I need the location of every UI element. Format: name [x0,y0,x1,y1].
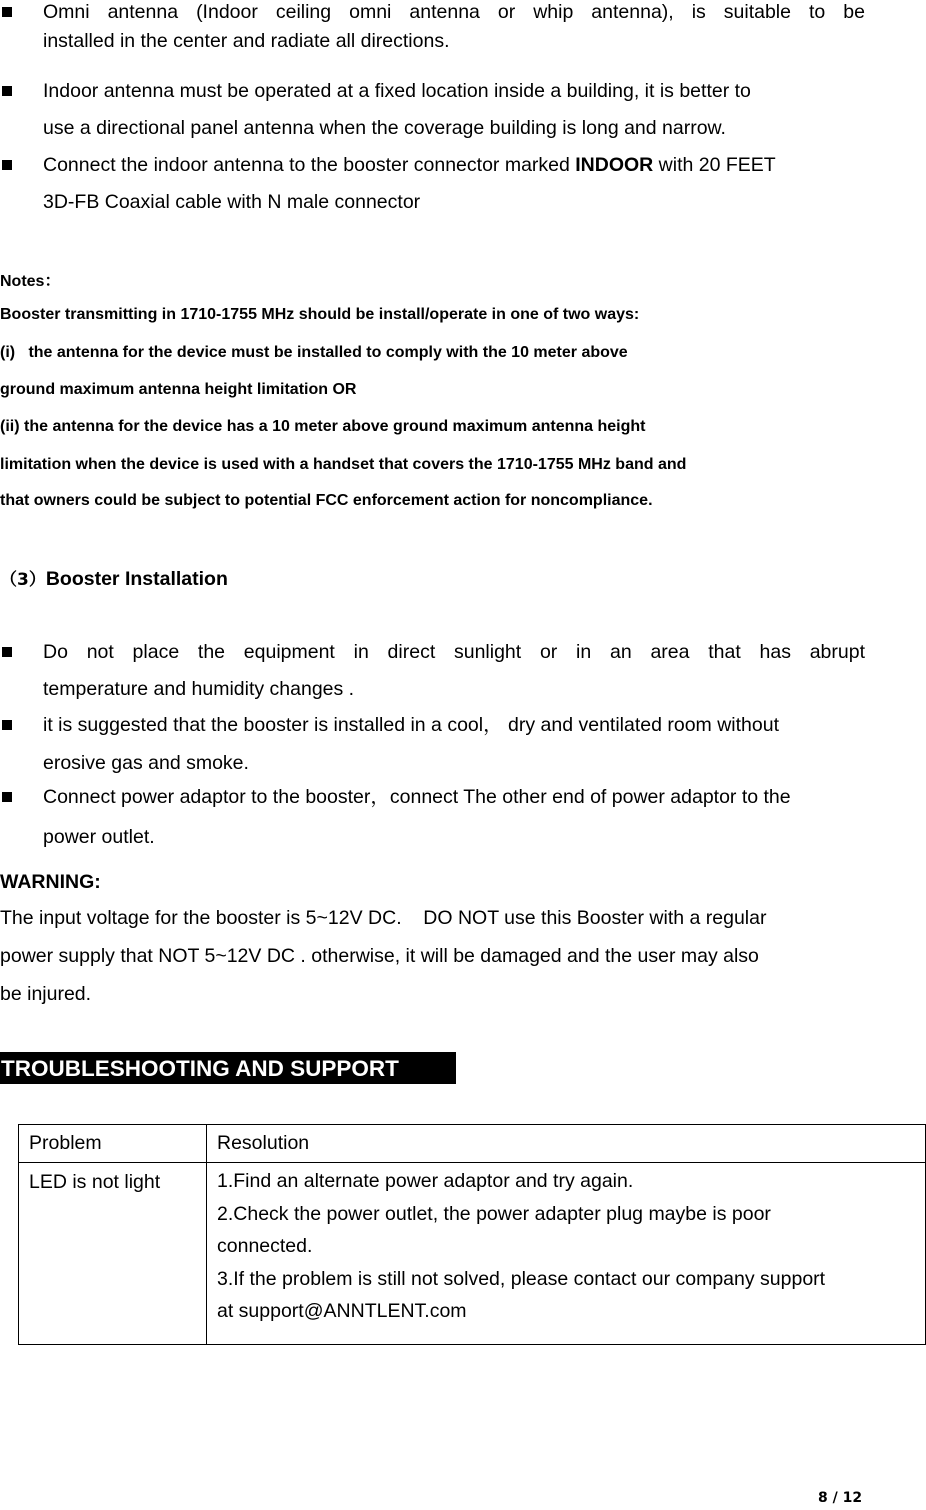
troubleshooting-banner: TROUBLESHOOTING AND SUPPORT [0,1052,456,1084]
troubleshooting-table [18,1124,926,1345]
bullet-line-1: Connect the indoor antenna to the booster connector marked INDOOR with 20 FEET [43,154,776,176]
bullet-square-icon [2,647,12,657]
bullet-line-1: it is suggested that the booster is installed in a cool， dry and ventilated room without [43,714,779,736]
notes-line: Booster transmitting in 1710-1755 MHz should be install/operate in one of two ways: [0,306,640,323]
warning-line: be injured. [0,983,92,1005]
bullet-line-2: power outlet. [43,826,155,848]
section-heading [0,565,228,591]
indoor-label: INDOOR [575,154,654,176]
notes-line: ground maximum antenna height limitation OR [0,381,357,398]
table-row [19,1163,926,1345]
notes-line: (ii) the antenna for the device has a 10 meter above ground maximum antenna height [0,418,646,435]
notes-line: (i) the antenna for the device must be installed to comply with the 10 meter above [0,344,628,361]
bullet-line-2: 3D-FB Coaxial cable with N male connector [43,191,421,213]
warning-line: The input voltage for the booster is 5~12V DC. DO NOT use this Booster with a regular [0,907,767,929]
notes-heading: Notes： [0,273,61,290]
bullet-square-icon [2,720,12,730]
warning-line: power supply that NOT 5~12V DC . otherwise, it will be damaged and the user may also [0,945,759,967]
bullet-line-1: Indoor antenna must be operated at a fixed location inside a building, it is better to [43,80,751,102]
warning-heading: WARNING: [0,871,101,893]
bullet-line-1: Connect power adaptor to the booster，connect The other end of power adaptor to the [43,786,791,808]
resolution-line: 3.If the problem is still not solved, please contact our company support [217,1267,826,1290]
bullet-line-2: temperature and humidity changes . [43,678,355,700]
bullet-line-1: Omni antenna (Indoor ceiling omni antenna or whip antenna), is suitable to be [43,1,865,23]
resolution-cell [207,1163,926,1345]
bullet-line-1: Do not place the equipment in direct sunlight or in an area that has abrupt [43,641,865,663]
bullet-line-2: installed in the center and radiate all directions. [43,30,450,52]
page-number: 8 / 12 [818,1490,863,1506]
bullet-line-2: use a directional panel antenna when the coverage building is long and narrow. [43,117,726,139]
resolution-line: at support@ANNTLENT.com [217,1300,467,1322]
resolution-line: 2.Check the power outlet, the power adapter plug maybe is poor [217,1202,771,1225]
resolution-line: 1.Find an alternate power adaptor and try again. [217,1170,634,1192]
notes-line: limitation when the device is used with a handset that covers the 1710-1755 MHz band and [0,456,687,473]
bullet-square-icon [2,86,12,96]
bullet-square-icon [2,160,12,170]
section-title: Booster Installation [45,568,228,590]
header-problem: Problem [19,1125,207,1163]
bullet-square-icon [2,792,12,802]
bullet-square-icon [2,7,12,17]
bullet-line-2: erosive gas and smoke. [43,752,249,774]
problem-cell: LED is not light [19,1163,207,1345]
notes-line: that owners could be subject to potential FCC enforcement action for noncompliance. [0,492,653,509]
table-header-row [19,1125,926,1163]
header-resolution: Resolution [207,1125,926,1163]
section-number: （3） [0,570,46,590]
resolution-line: connected. [217,1235,313,1257]
